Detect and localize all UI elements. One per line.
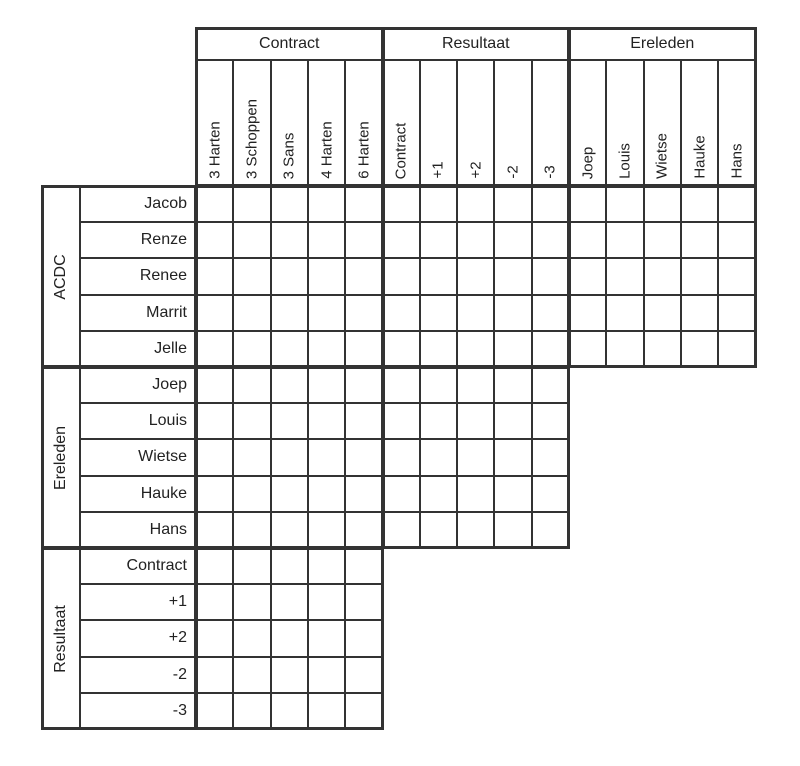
grid-cell[interactable] bbox=[681, 222, 718, 258]
row-label-wietse: Wietse bbox=[80, 439, 196, 475]
grid-cell[interactable] bbox=[233, 222, 270, 258]
column-header-plus2 bbox=[457, 60, 494, 186]
grid-cell[interactable] bbox=[457, 512, 494, 548]
grid-cell[interactable] bbox=[233, 186, 270, 222]
grid-cell[interactable] bbox=[345, 548, 382, 584]
row-label-marrit: Marrit bbox=[80, 295, 196, 331]
grid-cell[interactable] bbox=[308, 222, 345, 258]
grid-cell[interactable] bbox=[644, 331, 681, 367]
column-header-text: +2 bbox=[467, 161, 485, 179]
grid-cell[interactable] bbox=[532, 258, 569, 294]
grid-cell[interactable] bbox=[233, 548, 270, 584]
grid-cell[interactable] bbox=[420, 439, 457, 475]
grid-cell[interactable] bbox=[196, 657, 233, 693]
column-header-minus2 bbox=[494, 60, 531, 186]
column-header-text: -2 bbox=[504, 165, 522, 179]
grid-cell[interactable] bbox=[308, 403, 345, 439]
grid-cell[interactable] bbox=[233, 258, 270, 294]
grid-cell[interactable] bbox=[383, 403, 420, 439]
column-header-text: Contract bbox=[392, 122, 410, 179]
grid-cell[interactable] bbox=[271, 331, 308, 367]
grid-cell[interactable] bbox=[196, 403, 233, 439]
grid-cell[interactable] bbox=[345, 584, 382, 620]
grid-cell[interactable] bbox=[345, 476, 382, 512]
grid-cell[interactable] bbox=[718, 186, 755, 222]
grid-cell[interactable] bbox=[718, 295, 755, 331]
grid-cell[interactable] bbox=[532, 439, 569, 475]
grid-cell[interactable] bbox=[345, 403, 382, 439]
grid-cell[interactable] bbox=[569, 186, 606, 222]
grid-cell[interactable] bbox=[457, 439, 494, 475]
row-label-plus1: +1 bbox=[80, 584, 196, 620]
grid-cell[interactable] bbox=[308, 548, 345, 584]
grid-cell[interactable] bbox=[308, 439, 345, 475]
grid-cell[interactable] bbox=[420, 186, 457, 222]
grid-cell[interactable] bbox=[494, 186, 531, 222]
grid-cell[interactable] bbox=[532, 331, 569, 367]
grid-cell[interactable] bbox=[196, 439, 233, 475]
grid-cell[interactable] bbox=[233, 584, 270, 620]
grid-cell[interactable] bbox=[271, 222, 308, 258]
grid-cell[interactable] bbox=[345, 367, 382, 403]
column-header-hauke bbox=[681, 60, 718, 186]
grid-cell[interactable] bbox=[606, 295, 643, 331]
grid-cell[interactable] bbox=[271, 620, 308, 656]
row-label-jacob: Jacob bbox=[80, 186, 196, 222]
row-label-minus3: -3 bbox=[80, 693, 196, 729]
grid-cell[interactable] bbox=[420, 222, 457, 258]
grid-cell[interactable] bbox=[233, 693, 270, 729]
grid-cell[interactable] bbox=[420, 476, 457, 512]
column-header-text: Hans bbox=[728, 143, 746, 179]
grid-cell[interactable] bbox=[196, 548, 233, 584]
grid-cell[interactable] bbox=[233, 657, 270, 693]
column-header-3-harten bbox=[196, 60, 233, 186]
grid-cell[interactable] bbox=[196, 584, 233, 620]
grid-cell[interactable] bbox=[271, 403, 308, 439]
column-header-louis bbox=[606, 60, 643, 186]
grid-cell[interactable] bbox=[233, 295, 270, 331]
column-header-4-harten bbox=[308, 60, 345, 186]
grid-cell[interactable] bbox=[569, 222, 606, 258]
grid-cell[interactable] bbox=[494, 367, 531, 403]
grid-cell[interactable] bbox=[345, 439, 382, 475]
grid-cell[interactable] bbox=[606, 222, 643, 258]
column-header-text: 3 Harten bbox=[206, 121, 224, 179]
grid-cell[interactable] bbox=[383, 476, 420, 512]
column-header-text: Wietse bbox=[653, 133, 671, 179]
grid-cell[interactable] bbox=[233, 403, 270, 439]
column-header-text: 3 Schoppen bbox=[243, 98, 261, 179]
grid-cell[interactable] bbox=[233, 620, 270, 656]
grid-cell[interactable] bbox=[308, 512, 345, 548]
grid-cell[interactable] bbox=[532, 295, 569, 331]
grid-cell[interactable] bbox=[681, 331, 718, 367]
grid-cell[interactable] bbox=[494, 222, 531, 258]
column-group-header-ereleden: Ereleden bbox=[569, 28, 756, 60]
grid-cell[interactable] bbox=[569, 331, 606, 367]
grid-cell[interactable] bbox=[457, 295, 494, 331]
grid-cell[interactable] bbox=[457, 403, 494, 439]
grid-cell[interactable] bbox=[196, 222, 233, 258]
column-header-text: Louis bbox=[616, 143, 634, 179]
grid-cell[interactable] bbox=[196, 620, 233, 656]
row-label-jelle: Jelle bbox=[80, 331, 196, 367]
column-header-text: 4 Harten bbox=[318, 121, 336, 179]
grid-cell[interactable] bbox=[494, 403, 531, 439]
grid-cell[interactable] bbox=[681, 258, 718, 294]
grid-cell[interactable] bbox=[308, 367, 345, 403]
grid-cell[interactable] bbox=[271, 367, 308, 403]
grid-cell[interactable] bbox=[271, 476, 308, 512]
grid-cell[interactable] bbox=[271, 548, 308, 584]
grid-cell[interactable] bbox=[308, 295, 345, 331]
row-group-header-text: Resultaat bbox=[52, 604, 69, 673]
row-group-header-acdc bbox=[42, 186, 80, 367]
grid-cell[interactable] bbox=[345, 331, 382, 367]
grid-cell[interactable] bbox=[345, 295, 382, 331]
grid-cell[interactable] bbox=[308, 331, 345, 367]
grid-cell[interactable] bbox=[644, 258, 681, 294]
grid-cell[interactable] bbox=[420, 367, 457, 403]
grid-cell[interactable] bbox=[532, 512, 569, 548]
grid-cell[interactable] bbox=[420, 512, 457, 548]
column-header-text: 6 Harten bbox=[355, 121, 373, 179]
grid-cell[interactable] bbox=[383, 331, 420, 367]
grid-cell[interactable] bbox=[271, 439, 308, 475]
column-header-joep bbox=[569, 60, 606, 186]
grid-cell[interactable] bbox=[271, 512, 308, 548]
column-header-wietse bbox=[644, 60, 681, 186]
grid-cell[interactable] bbox=[345, 222, 382, 258]
grid-cell[interactable] bbox=[383, 295, 420, 331]
grid-cell[interactable] bbox=[494, 258, 531, 294]
grid-cell[interactable] bbox=[308, 258, 345, 294]
row-label-joep: Joep bbox=[80, 367, 196, 403]
grid-cell[interactable] bbox=[308, 693, 345, 729]
grid-cell[interactable] bbox=[233, 331, 270, 367]
grid-cell[interactable] bbox=[718, 222, 755, 258]
column-header-text: 3 Sans bbox=[280, 132, 298, 179]
grid-cell[interactable] bbox=[308, 620, 345, 656]
grid-cell[interactable] bbox=[271, 295, 308, 331]
grid-cell[interactable] bbox=[383, 222, 420, 258]
grid-cell[interactable] bbox=[233, 439, 270, 475]
grid-cell[interactable] bbox=[644, 295, 681, 331]
grid-cell[interactable] bbox=[532, 222, 569, 258]
grid-cell[interactable] bbox=[345, 620, 382, 656]
grid-cell[interactable] bbox=[718, 331, 755, 367]
row-label-plus2: +2 bbox=[80, 620, 196, 656]
grid-cell[interactable] bbox=[494, 331, 531, 367]
grid-cell[interactable] bbox=[345, 693, 382, 729]
grid-cell[interactable] bbox=[383, 186, 420, 222]
column-header-6-harten bbox=[345, 60, 382, 186]
grid-cell[interactable] bbox=[420, 403, 457, 439]
grid-cell[interactable] bbox=[383, 258, 420, 294]
grid-cell[interactable] bbox=[420, 258, 457, 294]
grid-cell[interactable] bbox=[532, 476, 569, 512]
column-header-minus3 bbox=[532, 60, 569, 186]
grid-cell[interactable] bbox=[308, 657, 345, 693]
grid-cell[interactable] bbox=[457, 222, 494, 258]
grid-cell[interactable] bbox=[494, 476, 531, 512]
grid-cell[interactable] bbox=[233, 367, 270, 403]
grid-cell[interactable] bbox=[606, 331, 643, 367]
grid-cell[interactable] bbox=[569, 295, 606, 331]
column-header-text: +1 bbox=[429, 161, 447, 179]
grid-cell[interactable] bbox=[196, 512, 233, 548]
row-label-louis: Louis bbox=[80, 403, 196, 439]
grid-cell[interactable] bbox=[271, 186, 308, 222]
grid-cell[interactable] bbox=[457, 367, 494, 403]
grid-cell[interactable] bbox=[271, 657, 308, 693]
row-group-header-ereleden bbox=[42, 367, 80, 548]
row-group-header-text: Ereleden bbox=[52, 425, 69, 490]
column-group-header-contract: Contract bbox=[196, 28, 383, 60]
grid-cell[interactable] bbox=[345, 186, 382, 222]
grid-cell[interactable] bbox=[532, 367, 569, 403]
grid-cell[interactable] bbox=[420, 295, 457, 331]
column-header-contract bbox=[383, 60, 420, 186]
grid-cell[interactable] bbox=[718, 258, 755, 294]
column-header-3-schoppen bbox=[233, 60, 270, 186]
grid-cell[interactable] bbox=[457, 258, 494, 294]
grid-cell[interactable] bbox=[308, 584, 345, 620]
grid-cell[interactable] bbox=[494, 295, 531, 331]
grid-cell[interactable] bbox=[196, 476, 233, 512]
grid-cell[interactable] bbox=[532, 186, 569, 222]
row-group-header-text: ACDC bbox=[52, 253, 69, 300]
grid-cell[interactable] bbox=[233, 512, 270, 548]
grid-cell[interactable] bbox=[420, 331, 457, 367]
grid-cell[interactable] bbox=[345, 657, 382, 693]
row-label-renee: Renee bbox=[80, 258, 196, 294]
grid-cell[interactable] bbox=[345, 512, 382, 548]
grid-cell[interactable] bbox=[644, 186, 681, 222]
grid-cell[interactable] bbox=[233, 476, 270, 512]
row-label-renze: Renze bbox=[80, 222, 196, 258]
grid-cell[interactable] bbox=[644, 222, 681, 258]
grid-cell[interactable] bbox=[196, 331, 233, 367]
row-label-hauke: Hauke bbox=[80, 476, 196, 512]
row-label-contract: Contract bbox=[80, 548, 196, 584]
grid-cell[interactable] bbox=[681, 295, 718, 331]
row-group-header-resultaat bbox=[42, 548, 80, 729]
grid-cell[interactable] bbox=[196, 258, 233, 294]
grid-cell[interactable] bbox=[457, 186, 494, 222]
grid-cell[interactable] bbox=[196, 295, 233, 331]
grid-cell[interactable] bbox=[196, 367, 233, 403]
grid-cell[interactable] bbox=[271, 693, 308, 729]
row-label-minus2: -2 bbox=[80, 657, 196, 693]
column-header-text: Hauke bbox=[691, 135, 709, 179]
grid-cell[interactable] bbox=[681, 186, 718, 222]
grid-cell[interactable] bbox=[271, 584, 308, 620]
grid-cell[interactable] bbox=[569, 258, 606, 294]
grid-cell[interactable] bbox=[271, 258, 308, 294]
grid-cell[interactable] bbox=[383, 367, 420, 403]
grid-cell[interactable] bbox=[494, 512, 531, 548]
column-header-plus1 bbox=[420, 60, 457, 186]
grid-cell[interactable] bbox=[606, 258, 643, 294]
grid-cell[interactable] bbox=[383, 512, 420, 548]
grid-cell[interactable] bbox=[457, 331, 494, 367]
row-label-hans: Hans bbox=[80, 512, 196, 548]
grid-cell[interactable] bbox=[308, 186, 345, 222]
grid-cell[interactable] bbox=[532, 403, 569, 439]
grid-cell[interactable] bbox=[383, 439, 420, 475]
grid-cell[interactable] bbox=[196, 693, 233, 729]
grid-cell[interactable] bbox=[457, 476, 494, 512]
grid-cell[interactable] bbox=[308, 476, 345, 512]
column-header-3-sans bbox=[271, 60, 308, 186]
column-header-text: -3 bbox=[541, 165, 559, 179]
column-header-hans bbox=[718, 60, 755, 186]
column-header-text: Joep bbox=[579, 146, 597, 179]
grid-cell[interactable] bbox=[196, 186, 233, 222]
grid-cell[interactable] bbox=[606, 186, 643, 222]
grid-cell[interactable] bbox=[345, 258, 382, 294]
column-group-header-resultaat: Resultaat bbox=[383, 28, 570, 60]
grid-cell[interactable] bbox=[494, 439, 531, 475]
